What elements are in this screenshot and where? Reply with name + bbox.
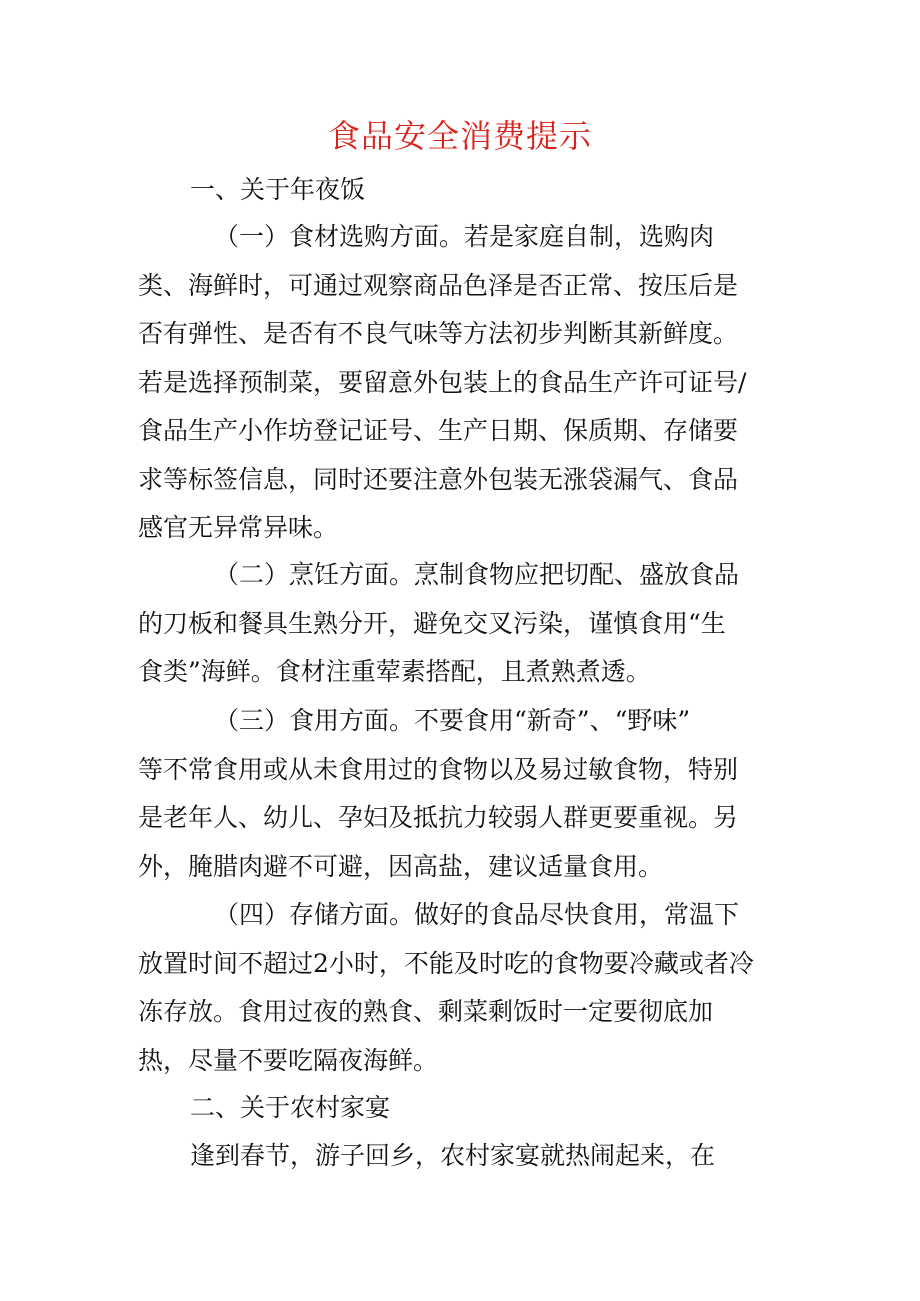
paragraph-line: 是老年人、幼儿、孕妇及抵抗力较弱人群更要重视。另: [138, 803, 739, 832]
paragraph-line: 的刀板和餐具生熟分开，避免交叉污染，谨慎食用“生: [138, 608, 726, 638]
paragraph-eating: [138, 697, 788, 891]
paragraph-line: 热，尽量不要吃隔夜海鲜。: [138, 1045, 439, 1075]
paragraph-line: 否有弹性、是否有不良气味等方法初步判断其新鲜度。: [138, 319, 739, 348]
paragraph-cooking: [138, 551, 788, 697]
paragraph-line: 冻存放。食用过夜的熟食、剩菜剩饭时一定要彻底加: [138, 997, 714, 1026]
paragraph-rural-banquet: [138, 1132, 788, 1181]
paragraph-line: 放置时间不超过2小时，不能及时吃的食物要冷藏或者冷: [138, 948, 754, 978]
paragraph-line: （四）存储方面。做好的食品尽快食用，常温下: [214, 900, 740, 929]
section-heading-2: 二、关于农村家宴: [190, 1093, 391, 1122]
section-heading-1: 一、关于年夜饭: [190, 175, 366, 204]
paragraph-line: （一）食材选购方面。若是家庭自制，选购肉: [214, 222, 715, 251]
paragraph-line: 食品生产小作坊登记证号、生产日期、保质期、存储要: [138, 416, 739, 445]
paragraph-line: 类、海鲜时，可通过观察商品色泽是否正常、按压后是: [138, 270, 739, 300]
paragraph-line: （二）烹饪方面。烹制食物应把切配、盛放食品: [214, 560, 740, 589]
paragraph-storage: [138, 891, 788, 1085]
paragraph-ingredients: [138, 213, 788, 553]
paragraph-line: 若是选择预制菜，要留意外包装上的食品生产许可证号/: [138, 367, 747, 397]
paragraph-line: 食类”海鲜。食材注重荤素搭配，且煮熟煮透。: [138, 657, 651, 686]
paragraph-line: （三）食用方面。不要食用“新奇”、“野味”: [214, 706, 691, 735]
paragraph-line: 感官无异常异味。: [138, 513, 339, 542]
paragraph-line: 逢到春节，游子回乡，农村家宴就热闹起来，在: [190, 1141, 716, 1170]
paragraph-line: 求等标签信息，同时还要注意外包装无涨袋漏气、食品: [138, 464, 739, 494]
paragraph-line: 外，腌腊肉避不可避，因高盐，建议适量食用。: [138, 851, 664, 881]
document-title: 食品安全消费提示: [327, 117, 592, 155]
paragraph-line: 等不常食用或从未食用过的食物以及易过敏食物，特别: [138, 754, 739, 784]
